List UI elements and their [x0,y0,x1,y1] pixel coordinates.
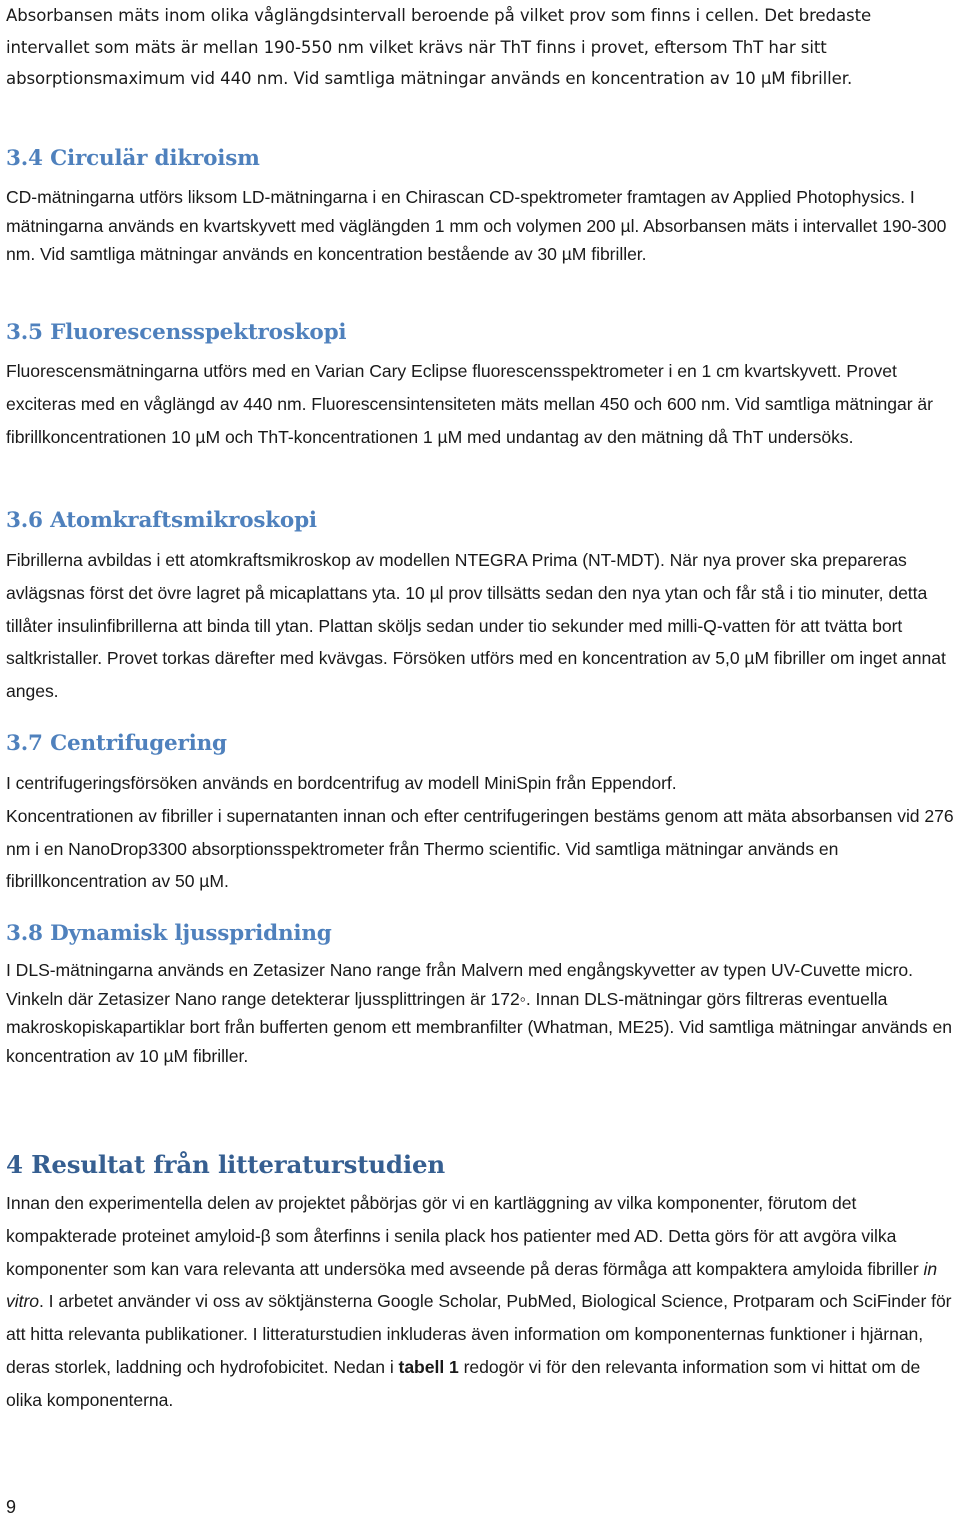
heading-3-7: 3.7 Centrifugering [6,731,227,756]
paragraph-4-part3: redogör vi för den relevanta information som vi hittat om de olika komponenterna. [6,1356,921,1410]
paragraph-4-italic: in vitro [6,1258,938,1312]
paragraph-3-7 [6,767,956,898]
heading-4: 4 Resultat från litteraturstudien [6,1150,445,1179]
heading-3-8: 3.8 Dynamisk ljusspridning [6,921,332,946]
paragraph-3-5: Fluorescensmätningarna utförs med en Varian Cary Eclipse fluorescensspektrometer i en 1 cm kvartskyvett. Provet exciteras med en våglängd av 440 nm. Fluorescensintensiteten mäts mellan 450 och 600 nm. Vid samtliga mätningar är fibrillkoncentrationen 10 µM och ThT-koncentrationen 1 µM med undantag av den mätning då ThT undersöks. [6,361,933,447]
paragraph-4-part1: Innan den experimentella delen av projektet påbörjas gör vi en kartläggning av vilka komponenter, förutom det kompakterade proteinet amyloid-β som återfinns i senila plack hos patienter med AD. Detta görs för att avgöra vilka komponenter som kan vara relevanta att undersöka med avseende på deras förmåga att kompaktera amyloida fibriller [6,1193,924,1279]
heading-3-6: 3.6 Atomkraftsmikroskopi [6,508,317,533]
intro-paragraph: Absorbansen mäts inom olika våglängdsintervall beroende på vilket prov som finns i cellen. Det bredaste intervallet som mäts är mellan 190-550 nm vilket krävs när ThT finns i provet, eftersom ThT har sitt absorptionsmaximum vid 440 nm. Vid samtliga mätningar används en koncentration av 10 µM fibriller. [6,6,872,88]
heading-3-4: 3.4 Circulär dikroism [6,146,260,171]
paragraph-3-4: CD-mätningarna utförs liksom LD-mätningarna i en Chirascan CD-spektrometer framtagen av Applied Photophysics. I mätningarna används en kvartskyvett med väglängden 1 mm och volymen 200 µl. Absorbansen mäts i intervallet 190-300 nm. Vid samtliga mätningar används en koncentration bestående av 30 µM fibriller. [6,187,947,265]
paragraph-3-7-line1: I centrifugeringsförsöken används en bordcentrifug av modell MiniSpin från Eppendorf. [6,773,677,793]
table-reference: tabell 1 [398,1356,459,1377]
paragraph-3-7-rest: Koncentrationen av fibriller i supernatanten innan och efter centrifugeringen bestäms genom att mäta absorbansen vid 276 nm i en NanoDrop3300 absorptionsspektrometer från Thermo scientific. Vid samtliga mätningar används en fibrillkoncentration av 50 µM. [6,805,954,892]
paragraph-3-8: I DLS-mätningarna används en Zetasizer Nano range från Malvern med engångskyvetter av typen UV-Cuvette micro. Vinkeln där Zetasizer Nano range detekterar ljussplittringen är 172◦. Innan DLS-mätningar görs filtreras eventuella makroskopiskapartiklar bort från bufferten genom ett membranfilter (Whatman, ME25). Vid samtliga mätningar används en koncentration av 10 µM fibriller. [6,960,952,1066]
paragraph-3-6: Fibrillerna avbildas i ett atomkraftsmikroskop av modellen NTEGRA Prima (NT-MDT). När nya prover ska prepareras avlägsnas först det övre lagret på micaplattans yta. 10 µl prov tillsätts sedan den nya ytan och får stå i tio minuter, detta tillåter insulinfibrillerna att binda till ytan. Plattan sköljs sedan under tio sekunder med milli-Q-vatten för att tvätta bort saltkristaller. Provet torkas därefter med kvävgas. Försöken utförs med en koncentration av 5,0 µM fibriller om inget annat anges. [6,550,946,702]
paragraph-4 [6,1187,956,1417]
paragraph-4-part2: . I arbetet använder vi oss av söktjänsterna Google Scholar, PubMed, Biological Science, Protparam och SciFinder för att hitta relevanta publikationer. I litteraturstudien inkluderas även information om komponenternas funktioner i hjärnan, deras storlek, laddning och hydrofobicitet. Nedan i [6,1291,952,1377]
heading-3-5: 3.5 Fluorescensspektroskopi [6,320,347,345]
page-number: 9 [6,1497,17,1517]
